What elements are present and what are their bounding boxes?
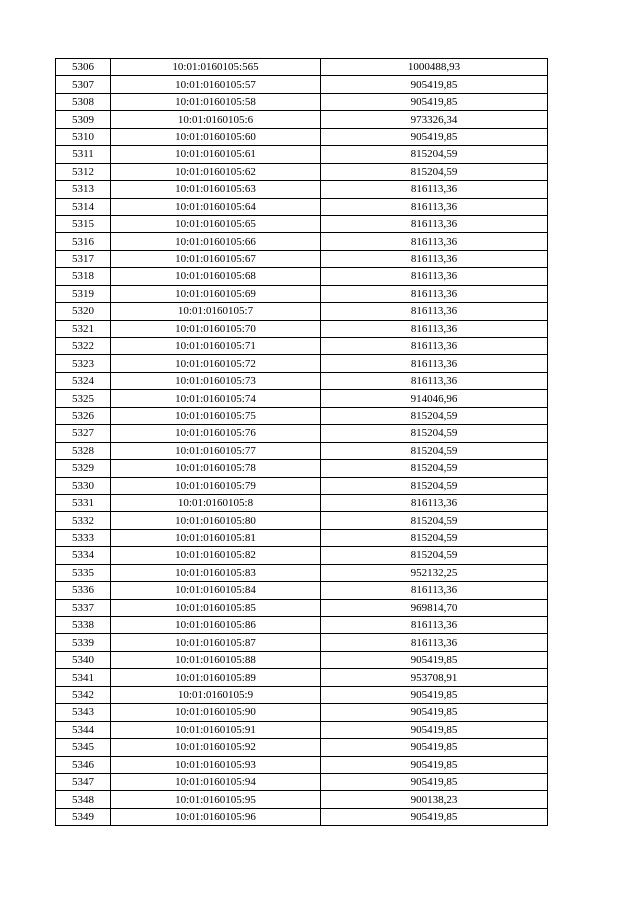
row-number-cell: 5321 xyxy=(56,320,111,337)
cadastral-value-cell: 815204,59 xyxy=(321,547,548,564)
row-number-cell: 5315 xyxy=(56,215,111,232)
row-number-cell: 5344 xyxy=(56,721,111,738)
row-number-cell: 5316 xyxy=(56,233,111,250)
cadastral-value-cell: 905419,85 xyxy=(321,651,548,668)
row-number-cell: 5308 xyxy=(56,93,111,110)
row-number-cell: 5330 xyxy=(56,477,111,494)
row-number-cell: 5317 xyxy=(56,250,111,267)
row-number-cell: 5348 xyxy=(56,791,111,808)
cadastral-value-cell: 816113,36 xyxy=(321,285,548,302)
cadastral-number-cell: 10:01:0160105:61 xyxy=(111,146,321,163)
cadastral-value-cell: 815204,59 xyxy=(321,460,548,477)
cadastral-number-cell: 10:01:0160105:60 xyxy=(111,128,321,145)
row-number-cell: 5306 xyxy=(56,59,111,76)
cadastral-value-cell: 816113,36 xyxy=(321,215,548,232)
cadastral-value-table xyxy=(55,58,548,826)
table-row xyxy=(56,111,548,128)
cadastral-number-cell: 10:01:0160105:67 xyxy=(111,250,321,267)
row-number-cell: 5349 xyxy=(56,808,111,825)
cadastral-number-cell: 10:01:0160105:77 xyxy=(111,442,321,459)
cadastral-value-cell: 815204,59 xyxy=(321,529,548,546)
cadastral-number-cell: 10:01:0160105:83 xyxy=(111,564,321,581)
cadastral-value-cell: 905419,85 xyxy=(321,739,548,756)
cadastral-value-cell: 816113,36 xyxy=(321,303,548,320)
table-row xyxy=(56,59,548,76)
table-row xyxy=(56,355,548,372)
cadastral-number-cell: 10:01:0160105:84 xyxy=(111,582,321,599)
table-row xyxy=(56,808,548,825)
cadastral-value-cell: 816113,36 xyxy=(321,617,548,634)
cadastral-value-cell: 953708,91 xyxy=(321,669,548,686)
row-number-cell: 5345 xyxy=(56,739,111,756)
cadastral-number-cell: 10:01:0160105:88 xyxy=(111,651,321,668)
cadastral-value-cell: 905419,85 xyxy=(321,721,548,738)
cadastral-number-cell: 10:01:0160105:96 xyxy=(111,808,321,825)
cadastral-number-cell: 10:01:0160105:64 xyxy=(111,198,321,215)
table-row xyxy=(56,791,548,808)
row-number-cell: 5342 xyxy=(56,686,111,703)
row-number-cell: 5333 xyxy=(56,529,111,546)
cadastral-value-cell: 816113,36 xyxy=(321,582,548,599)
cadastral-value-cell: 905419,85 xyxy=(321,756,548,773)
table-row xyxy=(56,756,548,773)
table-row xyxy=(56,477,548,494)
cadastral-value-cell: 815204,59 xyxy=(321,442,548,459)
row-number-cell: 5328 xyxy=(56,442,111,459)
row-number-cell: 5334 xyxy=(56,547,111,564)
table-row xyxy=(56,338,548,355)
table-row xyxy=(56,268,548,285)
cadastral-value-cell: 816113,36 xyxy=(321,320,548,337)
table-row xyxy=(56,547,548,564)
row-number-cell: 5340 xyxy=(56,651,111,668)
row-number-cell: 5307 xyxy=(56,76,111,93)
cadastral-value-cell: 816113,36 xyxy=(321,634,548,651)
cadastral-value-cell: 905419,85 xyxy=(321,76,548,93)
table-row xyxy=(56,93,548,110)
cadastral-number-cell: 10:01:0160105:91 xyxy=(111,721,321,738)
table-row xyxy=(56,721,548,738)
row-number-cell: 5326 xyxy=(56,407,111,424)
cadastral-number-cell: 10:01:0160105:79 xyxy=(111,477,321,494)
cadastral-number-cell: 10:01:0160105:82 xyxy=(111,547,321,564)
cadastral-number-cell: 10:01:0160105:71 xyxy=(111,338,321,355)
row-number-cell: 5343 xyxy=(56,704,111,721)
row-number-cell: 5337 xyxy=(56,599,111,616)
table-row xyxy=(56,372,548,389)
row-number-cell: 5312 xyxy=(56,163,111,180)
cadastral-value-cell: 816113,36 xyxy=(321,338,548,355)
cadastral-value-cell: 816113,36 xyxy=(321,355,548,372)
cadastral-value-cell: 816113,36 xyxy=(321,233,548,250)
row-number-cell: 5346 xyxy=(56,756,111,773)
cadastral-number-cell: 10:01:0160105:80 xyxy=(111,512,321,529)
row-number-cell: 5332 xyxy=(56,512,111,529)
table-row xyxy=(56,250,548,267)
row-number-cell: 5322 xyxy=(56,338,111,355)
cadastral-value-cell: 815204,59 xyxy=(321,477,548,494)
table-row xyxy=(56,407,548,424)
cadastral-number-cell: 10:01:0160105:74 xyxy=(111,390,321,407)
cadastral-number-cell: 10:01:0160105:93 xyxy=(111,756,321,773)
table-row xyxy=(56,686,548,703)
cadastral-number-cell: 10:01:0160105:6 xyxy=(111,111,321,128)
cadastral-number-cell: 10:01:0160105:73 xyxy=(111,372,321,389)
cadastral-number-cell: 10:01:0160105:9 xyxy=(111,686,321,703)
table-row xyxy=(56,390,548,407)
cadastral-number-cell: 10:01:0160105:89 xyxy=(111,669,321,686)
table-row xyxy=(56,564,548,581)
cadastral-number-cell: 10:01:0160105:8 xyxy=(111,494,321,511)
table-row xyxy=(56,76,548,93)
table-row xyxy=(56,494,548,511)
row-number-cell: 5311 xyxy=(56,146,111,163)
cadastral-value-cell: 905419,85 xyxy=(321,773,548,790)
table-row xyxy=(56,634,548,651)
table-row xyxy=(56,442,548,459)
cadastral-number-cell: 10:01:0160105:63 xyxy=(111,181,321,198)
cadastral-number-cell: 10:01:0160105:95 xyxy=(111,791,321,808)
cadastral-number-cell: 10:01:0160105:66 xyxy=(111,233,321,250)
table-row xyxy=(56,233,548,250)
cadastral-number-cell: 10:01:0160105:68 xyxy=(111,268,321,285)
cadastral-value-cell: 1000488,93 xyxy=(321,59,548,76)
cadastral-number-cell: 10:01:0160105:62 xyxy=(111,163,321,180)
cadastral-number-cell: 10:01:0160105:90 xyxy=(111,704,321,721)
table-row xyxy=(56,285,548,302)
row-number-cell: 5347 xyxy=(56,773,111,790)
cadastral-number-cell: 10:01:0160105:86 xyxy=(111,617,321,634)
row-number-cell: 5309 xyxy=(56,111,111,128)
row-number-cell: 5341 xyxy=(56,669,111,686)
cadastral-value-cell: 905419,85 xyxy=(321,128,548,145)
cadastral-value-cell: 815204,59 xyxy=(321,146,548,163)
row-number-cell: 5329 xyxy=(56,460,111,477)
table-body xyxy=(56,59,548,826)
table-row xyxy=(56,460,548,477)
table-row xyxy=(56,146,548,163)
table-row xyxy=(56,303,548,320)
table-row xyxy=(56,529,548,546)
cadastral-value-cell: 900138,23 xyxy=(321,791,548,808)
cadastral-value-cell: 815204,59 xyxy=(321,407,548,424)
table-row xyxy=(56,704,548,721)
cadastral-number-cell: 10:01:0160105:57 xyxy=(111,76,321,93)
row-number-cell: 5327 xyxy=(56,425,111,442)
table-row xyxy=(56,128,548,145)
cadastral-number-cell: 10:01:0160105:565 xyxy=(111,59,321,76)
table-row xyxy=(56,582,548,599)
cadastral-number-cell: 10:01:0160105:7 xyxy=(111,303,321,320)
table-row xyxy=(56,617,548,634)
table-row xyxy=(56,669,548,686)
table-row xyxy=(56,215,548,232)
table-row xyxy=(56,425,548,442)
table-row xyxy=(56,773,548,790)
cadastral-number-cell: 10:01:0160105:85 xyxy=(111,599,321,616)
cadastral-value-cell: 905419,85 xyxy=(321,808,548,825)
cadastral-number-cell: 10:01:0160105:87 xyxy=(111,634,321,651)
cadastral-number-cell: 10:01:0160105:94 xyxy=(111,773,321,790)
row-number-cell: 5325 xyxy=(56,390,111,407)
row-number-cell: 5318 xyxy=(56,268,111,285)
table-row xyxy=(56,320,548,337)
cadastral-value-cell: 815204,59 xyxy=(321,425,548,442)
row-number-cell: 5331 xyxy=(56,494,111,511)
row-number-cell: 5335 xyxy=(56,564,111,581)
row-number-cell: 5310 xyxy=(56,128,111,145)
row-number-cell: 5338 xyxy=(56,617,111,634)
cadastral-value-cell: 905419,85 xyxy=(321,704,548,721)
row-number-cell: 5314 xyxy=(56,198,111,215)
cadastral-value-cell: 815204,59 xyxy=(321,512,548,529)
cadastral-value-cell: 914046,96 xyxy=(321,390,548,407)
cadastral-number-cell: 10:01:0160105:76 xyxy=(111,425,321,442)
cadastral-value-cell: 816113,36 xyxy=(321,494,548,511)
cadastral-value-cell: 816113,36 xyxy=(321,250,548,267)
cadastral-number-cell: 10:01:0160105:58 xyxy=(111,93,321,110)
row-number-cell: 5320 xyxy=(56,303,111,320)
cadastral-value-cell: 815204,59 xyxy=(321,163,548,180)
cadastral-value-cell: 952132,25 xyxy=(321,564,548,581)
row-number-cell: 5323 xyxy=(56,355,111,372)
row-number-cell: 5324 xyxy=(56,372,111,389)
cadastral-value-cell: 816113,36 xyxy=(321,372,548,389)
cadastral-value-cell: 905419,85 xyxy=(321,686,548,703)
cadastral-number-cell: 10:01:0160105:75 xyxy=(111,407,321,424)
table-row xyxy=(56,163,548,180)
cadastral-value-cell: 816113,36 xyxy=(321,198,548,215)
cadastral-number-cell: 10:01:0160105:81 xyxy=(111,529,321,546)
table-row xyxy=(56,739,548,756)
cadastral-value-cell: 973326,34 xyxy=(321,111,548,128)
cadastral-value-cell: 816113,36 xyxy=(321,181,548,198)
cadastral-number-cell: 10:01:0160105:92 xyxy=(111,739,321,756)
cadastral-value-cell: 969814,70 xyxy=(321,599,548,616)
row-number-cell: 5313 xyxy=(56,181,111,198)
cadastral-number-cell: 10:01:0160105:70 xyxy=(111,320,321,337)
cadastral-value-cell: 905419,85 xyxy=(321,93,548,110)
table-row xyxy=(56,198,548,215)
row-number-cell: 5339 xyxy=(56,634,111,651)
table-row xyxy=(56,512,548,529)
row-number-cell: 5319 xyxy=(56,285,111,302)
cadastral-number-cell: 10:01:0160105:69 xyxy=(111,285,321,302)
table-row xyxy=(56,599,548,616)
cadastral-number-cell: 10:01:0160105:65 xyxy=(111,215,321,232)
row-number-cell: 5336 xyxy=(56,582,111,599)
table-row xyxy=(56,181,548,198)
cadastral-number-cell: 10:01:0160105:78 xyxy=(111,460,321,477)
cadastral-number-cell: 10:01:0160105:72 xyxy=(111,355,321,372)
table-row xyxy=(56,651,548,668)
cadastral-value-cell: 816113,36 xyxy=(321,268,548,285)
